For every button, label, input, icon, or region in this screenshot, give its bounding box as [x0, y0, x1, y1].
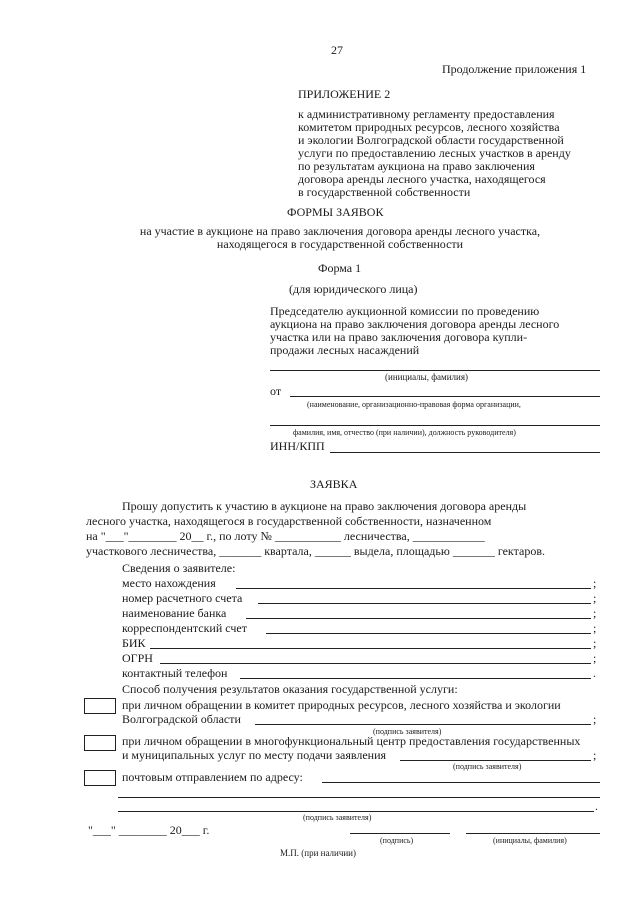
addressee-text: Председателю аукционной комиссии по проведению аукциона на право заключения договора аренды лесного участка или на право заключения договора купли- продажи лесных насаждений — [270, 304, 560, 357]
field-ogrn-input[interactable] — [160, 663, 591, 664]
option-mail-signature-caption: (подпись заявителя) — [303, 813, 372, 822]
field-bik-input[interactable] — [150, 648, 591, 649]
org-line[interactable] — [290, 396, 600, 397]
field-account-input[interactable] — [258, 603, 591, 604]
field-label-bik: БИК — [122, 636, 146, 650]
inn-label: ИНН/КПП — [270, 439, 325, 453]
option-mail-end: . — [595, 799, 598, 813]
org-caption: (наименование, организационно-правовая форма организации, — [307, 400, 521, 409]
info-title: Сведения о заявителе: — [122, 561, 236, 575]
field-ogrn-end: ; — [593, 651, 597, 665]
option-personal-end: ; — [593, 712, 597, 726]
head-caption: фамилия, имя, отчество (при наличии), должность руководителя) — [293, 428, 516, 437]
option-personal-signature-line[interactable] — [255, 724, 591, 725]
option-mail-address-line1[interactable] — [322, 782, 600, 783]
field-corr-input[interactable] — [266, 633, 591, 634]
field-corr-end: ; — [593, 621, 597, 635]
option-mfc-line1: при личном обращении в многофункциональный центр предоставления государственных — [122, 734, 581, 748]
option-personal-line1: при личном обращении в комитет природных ресурсов, лесного хозяйства и экологии — [122, 698, 561, 712]
option-mail-label: почтовым отправлением по адресу: — [122, 770, 303, 784]
option-personal-signature-caption: (подпись заявителя) — [373, 727, 442, 736]
field-label-ogrn: ОГРН — [122, 651, 153, 665]
field-label-bank: наименование банка — [122, 606, 227, 620]
initials-caption-bottom: (инициалы, фамилия) — [493, 836, 567, 845]
field-bank-input[interactable] — [246, 618, 591, 619]
application-title: ЗАЯВКА — [310, 477, 358, 491]
option-personal-checkbox[interactable] — [84, 698, 116, 714]
addressee-line[interactable] — [270, 370, 600, 371]
signature-caption: (подпись) — [380, 836, 414, 845]
field-label-address: место нахождения — [122, 576, 216, 590]
body-line-1: Прошу допустить к участию в аукционе на право заключения договора аренды — [122, 499, 527, 513]
option-mfc-line2: и муниципальных услуг по месту подачи заявления — [122, 748, 387, 762]
form-sublabel: (для юридического лица) — [289, 282, 418, 296]
body-line-3: на "___"________ 20__ г., по лоту № ___________ лесничества, ____________ — [86, 529, 485, 543]
field-bank-end: ; — [593, 606, 597, 620]
date-line[interactable]: "___" ________ 20___ г. — [88, 823, 210, 837]
forms-subtitle: на участие в аукционе на право заключения договора аренды лесного участка, находящегося в государственной собственности — [139, 224, 541, 251]
option-personal-line2: Волгоградской области — [122, 712, 241, 726]
body-line-4: участкового лесничества, _______ квартала, ______ выдела, площадью _______ гектаров. — [86, 544, 545, 558]
field-label-corr: корреспондентский счет — [122, 621, 247, 635]
appendix-text: к административному регламенту предоставления комитетом природных ресурсов, лесного хозяйства и экологии Волгоградской области государственной услуги по предоставлению лесных участков в аренду по результатам аукциона на право заключения договора аренды лесного участка, находящегося в государственной собственности — [298, 107, 571, 199]
signature-line[interactable] — [350, 833, 450, 834]
option-mail-address-line2[interactable] — [118, 797, 600, 798]
option-mfc-signature-line[interactable] — [400, 760, 591, 761]
page-number: 27 — [331, 43, 343, 57]
option-mfc-end: ; — [593, 748, 597, 762]
field-address-input[interactable] — [236, 588, 591, 589]
field-bik-end: ; — [593, 636, 597, 650]
field-phone-input[interactable] — [240, 678, 591, 679]
initials-line[interactable] — [466, 833, 600, 834]
option-mfc-signature-caption: (подпись заявителя) — [453, 762, 522, 771]
form-label: Форма 1 — [318, 261, 362, 275]
head-line[interactable] — [270, 425, 600, 426]
forms-title: ФОРМЫ ЗАЯВОК — [287, 205, 384, 219]
continuation-note: Продолжение приложения 1 — [442, 62, 587, 76]
stamp-note: М.П. (при наличии) — [280, 848, 356, 858]
from-label: от — [270, 384, 282, 398]
initials-caption: (инициалы, фамилия) — [385, 372, 468, 382]
inn-line[interactable] — [330, 452, 600, 453]
option-mfc-checkbox[interactable] — [84, 735, 116, 751]
field-phone-end: . — [593, 666, 596, 680]
method-title: Способ получения результатов оказания государственной услуги: — [122, 682, 458, 696]
field-address-end: ; — [593, 576, 597, 590]
body-line-2: лесного участка, находящегося в государственной собственности, назначенном — [86, 514, 492, 528]
field-account-end: ; — [593, 591, 597, 605]
appendix-title: ПРИЛОЖЕНИЕ 2 — [298, 87, 391, 101]
option-mail-checkbox[interactable] — [84, 770, 116, 786]
option-mail-address-line3[interactable] — [118, 811, 594, 812]
field-label-phone: контактный телефон — [122, 666, 228, 680]
field-label-account: номер расчетного счета — [122, 591, 243, 605]
